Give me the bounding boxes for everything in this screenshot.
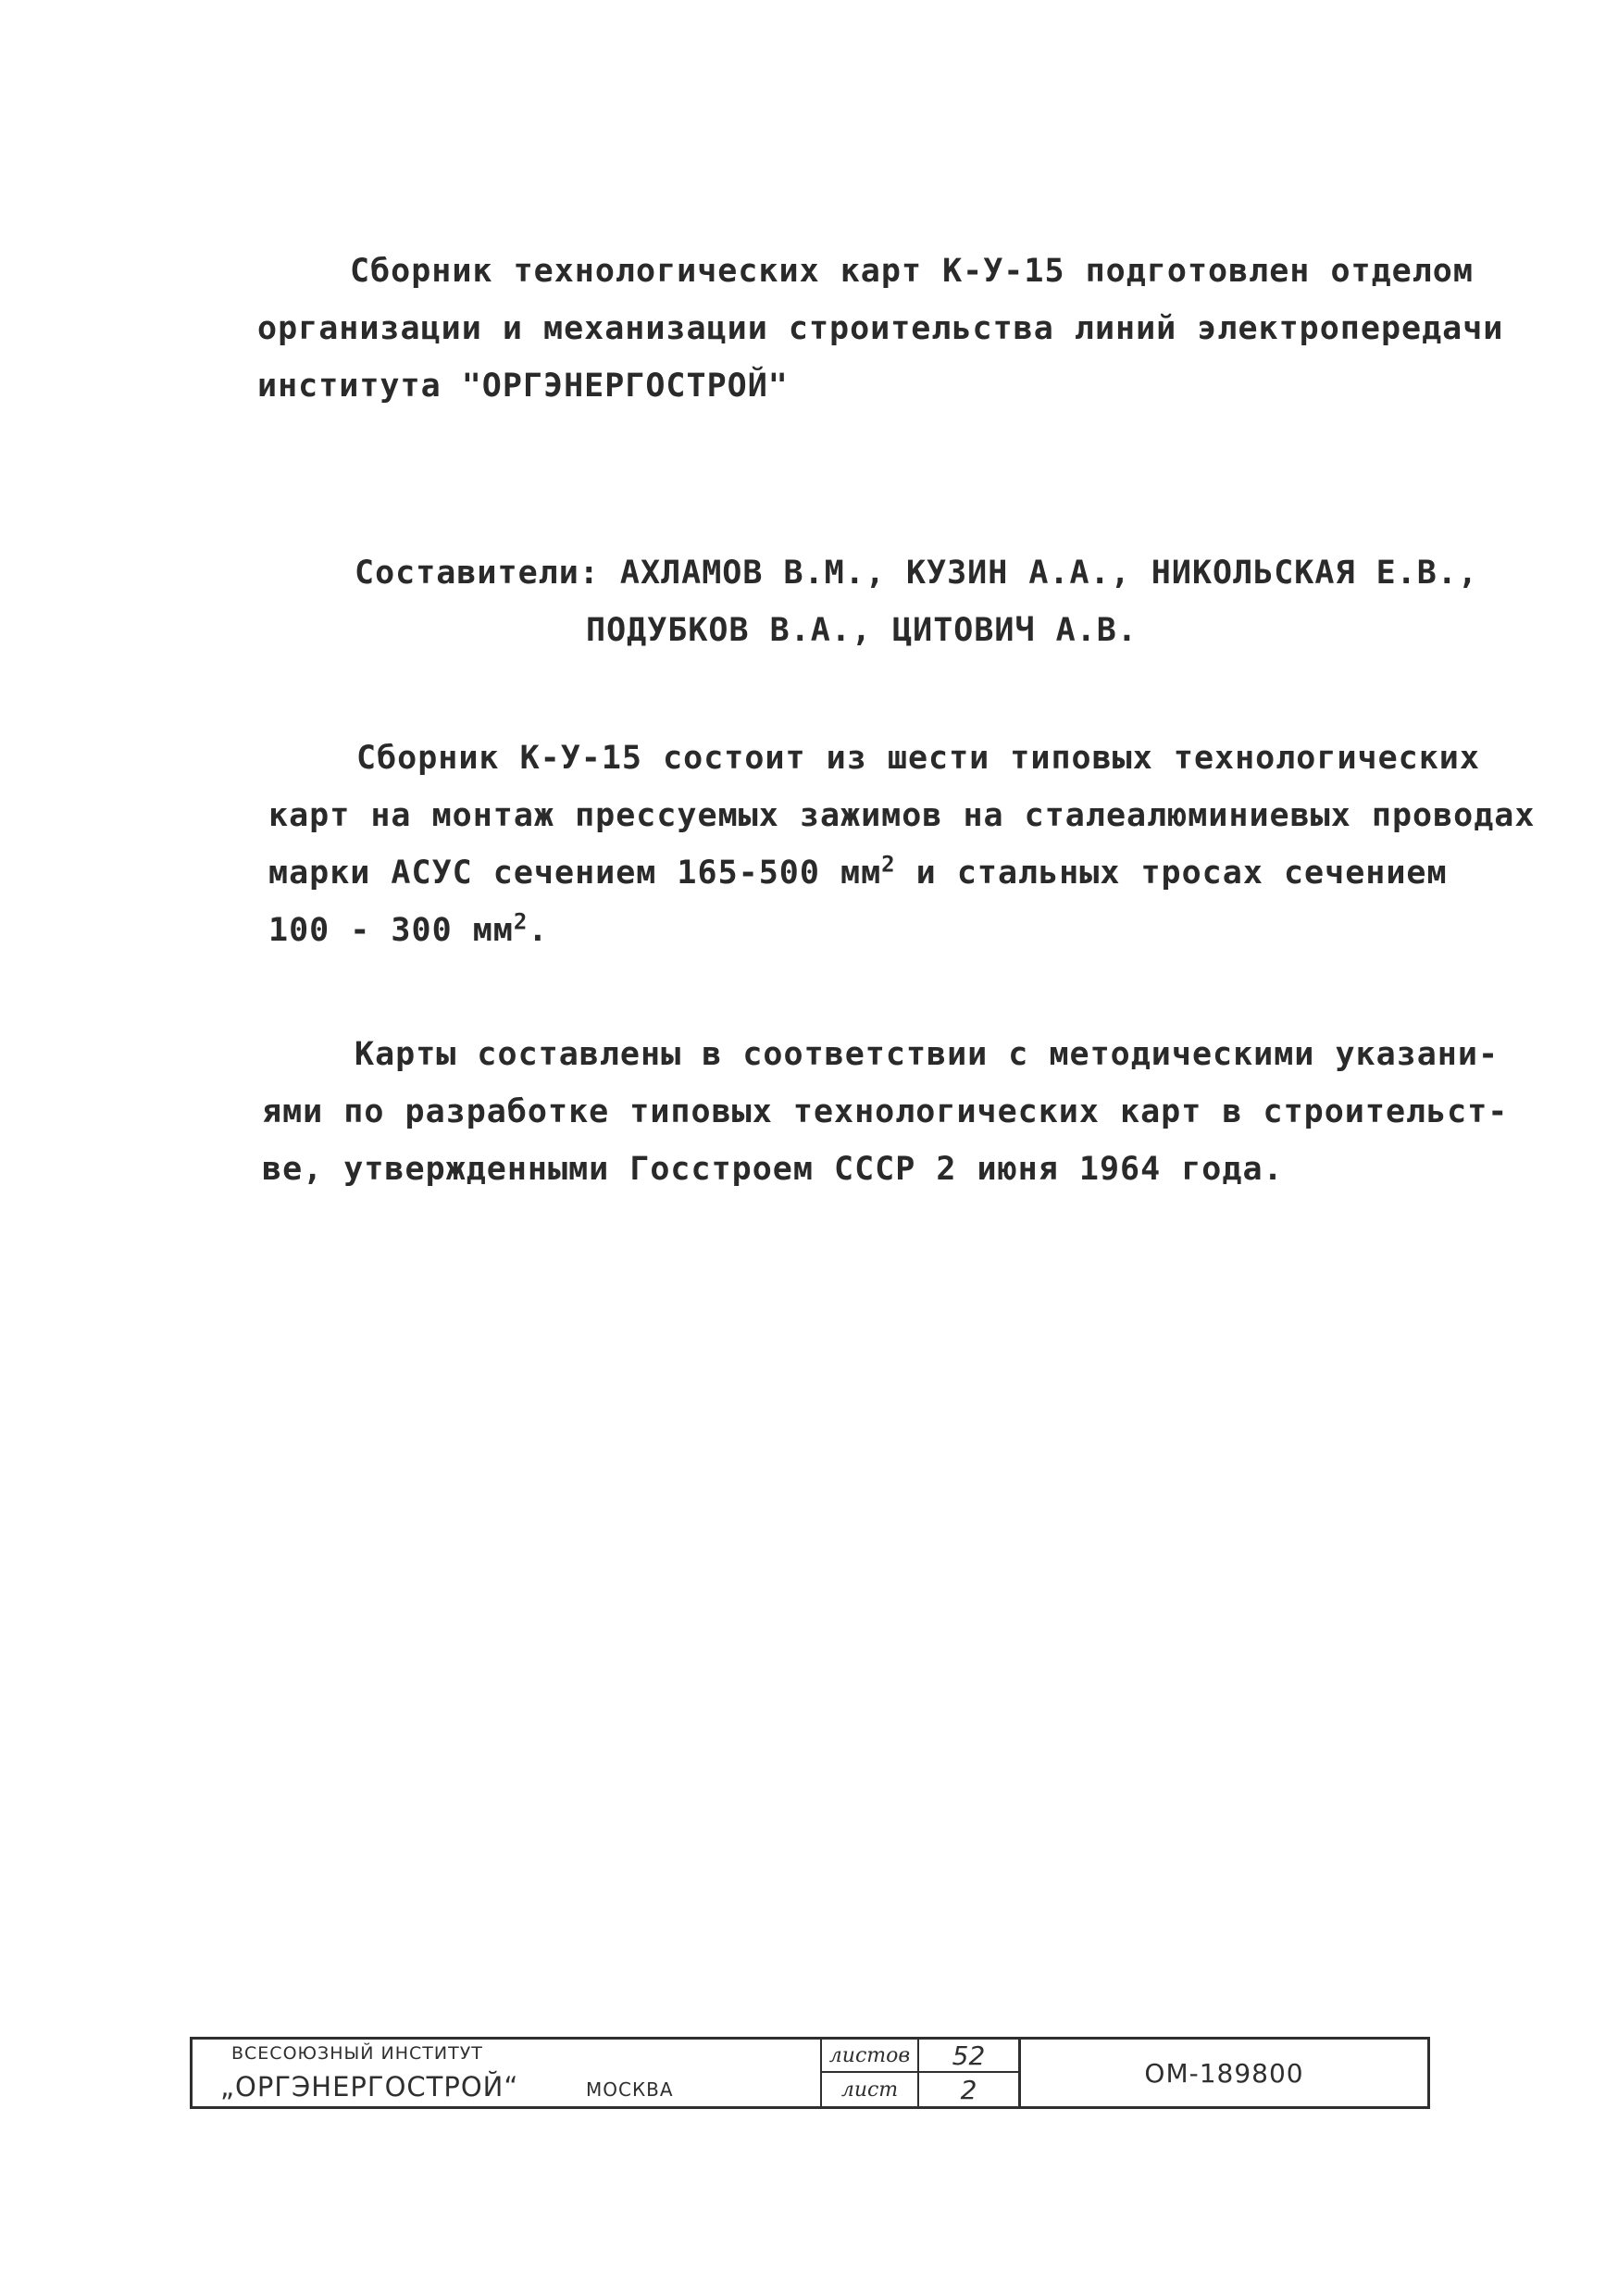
authors-line: ПОДУБКОВ В.А., ЦИТОВИЧ А.В.	[586, 612, 1138, 649]
intro-paragraph	[257, 243, 1503, 415]
intro-line: института "ОРГЭНЕРГОСТРОЙ"	[257, 368, 789, 405]
composition-line	[268, 844, 1535, 902]
superscript: 2	[881, 851, 896, 878]
composition-line: карт на монтаж прессуемых зажимов на сталеалюминиевых проводах	[268, 797, 1536, 834]
sheets-value-box	[919, 2040, 1018, 2073]
composition-line: Сборник К-У-15 состоит из шести типовых технологических	[356, 740, 1480, 777]
intro-line: организации и механизации строительства линий электропередачи	[257, 310, 1504, 347]
basis-line: ями по разработке типовых технологических карт в строительст-	[262, 1093, 1509, 1130]
city-name: МОСКВА	[586, 2078, 674, 2101]
basis-line: Карты составлены в соответствии с методическими указани-	[355, 1036, 1500, 1073]
sheets-value: 52	[952, 2040, 986, 2071]
title-block-code-cell	[1021, 2040, 1427, 2106]
document-code: ОМ-189800	[1144, 2057, 1304, 2089]
authors-line: Составители: АХЛАМОВ В.М., КУЗИН А.А., НИКОЛЬСКАЯ Е.В.,	[355, 555, 1478, 592]
composition-text: 100 - 300 мм	[268, 912, 514, 949]
title-block-organization-cell	[193, 2040, 822, 2106]
organization-name: „ОРГЭНЕРГОСТРОЙ“	[220, 2071, 519, 2103]
title-block-label-cell	[822, 2040, 919, 2106]
intro-line: Сборник технологических карт К-У-15 подготовлен отделом	[350, 253, 1474, 290]
sheets-label: листов	[828, 2043, 911, 2067]
institute-label: ВСЕСОЮЗНЫЙ ИНСТИТУТ	[231, 2043, 483, 2064]
superscript: 2	[513, 908, 529, 935]
basis-paragraph	[262, 1026, 1508, 1198]
sheet-value: 2	[960, 2074, 977, 2105]
sheets-label-box	[822, 2040, 917, 2073]
authors-paragraph	[355, 544, 1478, 659]
composition-line	[268, 902, 1535, 959]
title-block-value-cell	[919, 2040, 1021, 2106]
title-block	[190, 2037, 1430, 2109]
composition-text: марки АСУС сечением 165-500 мм	[268, 855, 882, 892]
composition-paragraph	[268, 730, 1535, 959]
sheet-label-box	[822, 2073, 917, 2106]
basis-line: ве, утвержденными Госстроем СССР 2 июня 1964 года.	[262, 1151, 1284, 1188]
sheet-label: лист	[840, 2078, 899, 2102]
composition-text: .	[528, 912, 549, 949]
sheet-value-box	[919, 2073, 1018, 2106]
composition-text: и стальных тросах сечением	[895, 855, 1448, 892]
